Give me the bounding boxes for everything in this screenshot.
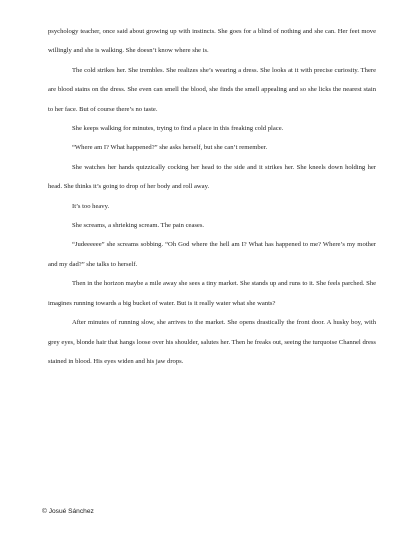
paragraph: She watches her hands quizzically cocking her head to the side and it strikes her. She kneels down holding her head. She thinks it’s going to drop of her body and roll away. xyxy=(48,163,376,191)
paragraph: “Where am I? What happened?” she asks herself, but she can’t remember. xyxy=(72,144,268,152)
story-text xyxy=(48,22,376,371)
paragraph: “Judeeeeee” she screams sobbing. “Oh God where the hell am I? What has happened to me? Where’s my mother and my dad?” she talks to herself. xyxy=(48,241,376,268)
paragraph: Then in the horizon maybe a mile away she sees a tiny market. She stands up and runs to it. She feels parched. She imagines running towards a big bucket of water. But is it really water what she wants? xyxy=(48,280,376,307)
paragraph-continuation: psychology teacher, once said about growing up with instincts. She goes for a blind of nothing and she can. Her feet move willingly and she is walking. She doesn’t know where she is. xyxy=(48,28,376,55)
paragraph: The cold strikes her. She trembles. She realizes she’s wearing a dress. She looks at it with precise curiosity. There are blood stains on the dress. She even can smell the blood, she finds the smell appealing and so she licks the nearest stain to her face. But of course there’s no taste. xyxy=(48,66,376,113)
paragraph: She screams, a shrieking scream. The pain ceases. xyxy=(72,222,205,230)
paragraph: It’s too heavy. xyxy=(72,202,110,210)
paragraph: After minutes of running slow, she arrives to the market. She opens drastically the front door. A husky boy, with grey eyes, blonde hair that hangs loose over his shoulder, salutes her. Then he freaks out, seeing the turquoise Channel dress stained in blood. His eyes widen and his jaw drops. xyxy=(48,319,376,365)
copyright-footer: © Josué Sánchez xyxy=(42,508,94,515)
paragraph: She keeps walking for minutes, trying to find a place in this freaking cold place. xyxy=(72,125,284,133)
